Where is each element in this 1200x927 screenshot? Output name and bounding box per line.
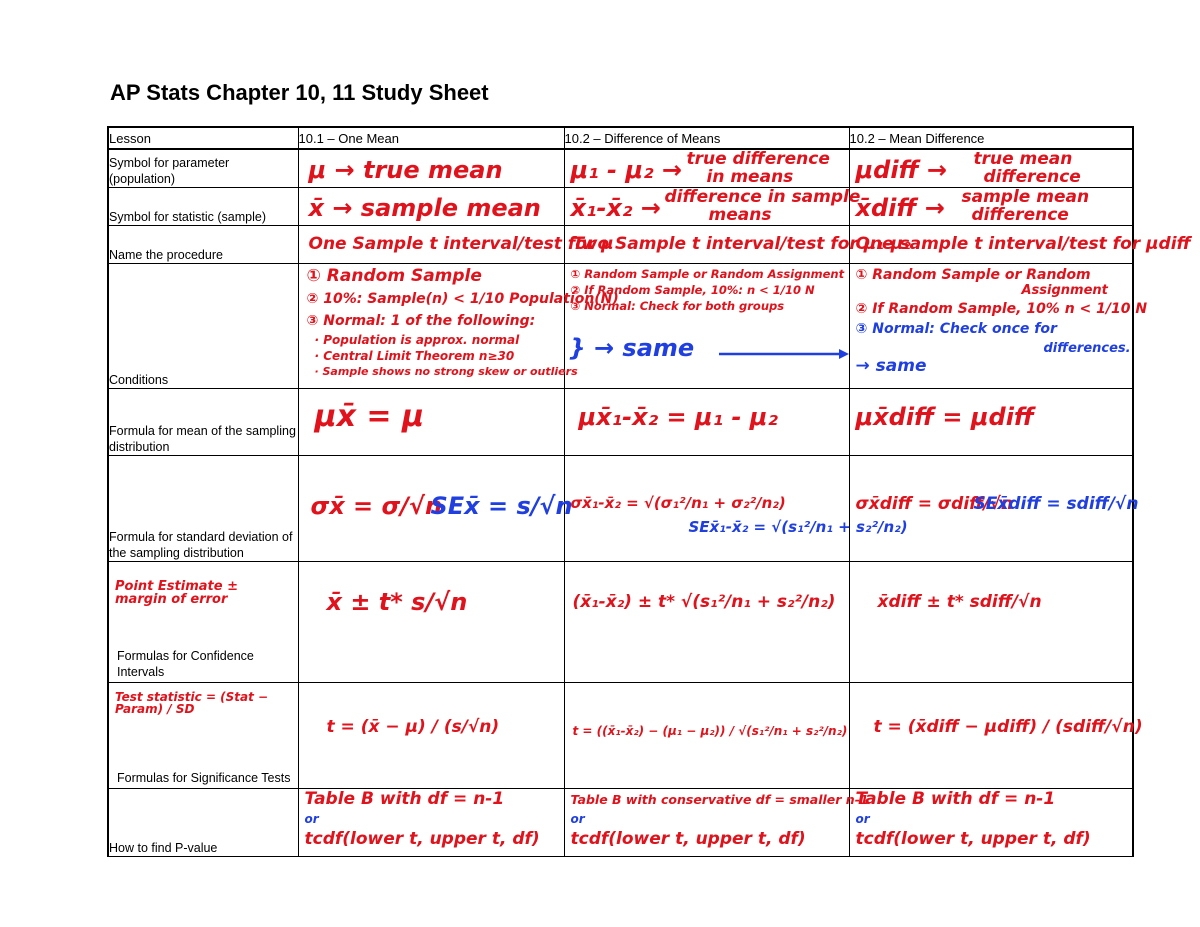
handwriting-parameter-2c: in means	[706, 167, 794, 187]
pvalue-1-or: or	[304, 811, 319, 826]
condition-1-2: ② 10%: Sample(n) < 1/10 Population(N)	[306, 290, 619, 307]
condition-3-1b: Assignment	[1021, 282, 1108, 298]
ci-note: Point Estimate ± margin of error	[115, 578, 238, 608]
cell-ci-mean-diff	[849, 561, 1133, 682]
cell-ci-one-mean	[298, 561, 564, 682]
cell-procedure-mean-diff	[849, 225, 1191, 263]
pvalue-1a: Table B with df = n-1	[304, 788, 505, 809]
pvalue-3b: tcdf(lower t, upper t, df)	[855, 828, 1091, 849]
cell-procedure-diff-means	[564, 225, 911, 263]
cell-statistic-one-mean	[298, 187, 564, 225]
cell-conditions-mean-diff	[849, 263, 1148, 388]
cell-parameter-one-mean	[298, 149, 564, 187]
label-statistic: Symbol for statistic (sample)	[108, 187, 298, 225]
cell-pvalue-mean-diff	[849, 788, 1133, 856]
handwriting-statistic-3c: difference	[971, 204, 1069, 225]
sig-note: Test statistic = (Stat − Param) / SD	[115, 689, 269, 717]
handwriting-statistic-3a: x̄diff →	[855, 193, 945, 222]
cell-ci-diff-means	[564, 561, 849, 682]
header-lesson: Lesson	[108, 127, 298, 149]
row-conditions	[108, 263, 1133, 388]
formula-sd-3-red: σx̄diff = σdiff/√n	[855, 493, 1013, 514]
condition-1-1: ① Random Sample	[306, 265, 482, 286]
handwriting-parameter-3b: true mean	[973, 149, 1073, 169]
cell-pvalue-one-mean	[298, 788, 564, 856]
handwriting-statistic-2a: x̄₁-x̄₂ →	[570, 193, 661, 222]
formula-sig-2: t = ((x̄₁-x̄₂) − (μ₁ − μ₂)) / √(s₁²/n₁ + s₂²/n₂)	[572, 723, 848, 738]
handwriting-parameter-3a: μdiff →	[855, 156, 948, 184]
row-confidence-intervals	[108, 561, 1133, 682]
label-confidence-intervals: Formulas for Confidence Intervals	[117, 648, 254, 679]
cell-sd-formula-one-mean	[298, 455, 573, 561]
handwriting-procedure-1: One Sample t interval/test for μ	[308, 233, 614, 254]
condition-3-2: ② If Random Sample, 10% n < 1/10 N	[855, 300, 1148, 317]
condition-1-5: · Central Limit Theorem n≥30	[314, 348, 515, 363]
handwriting-procedure-2: Two Sample t interval/test for μ₁-μ₂	[572, 233, 911, 254]
formula-mean-3: μx̄diff = μdiff	[855, 402, 1034, 431]
formula-sd-2-red: σx̄₁-x̄₂ = √(σ₁²/n₁ + σ₂²/n₂)	[570, 493, 786, 512]
formula-sd-3-blue: SEx̄diff = sdiff/√n	[973, 493, 1139, 514]
label-significance-tests: Formulas for Significance Tests	[117, 770, 291, 785]
formula-sig-1: t = (x̄ − μ) / (s/√n)	[326, 716, 500, 737]
label-mean-formula: Formula for mean of the sampling distribution	[108, 388, 298, 455]
cell-sd-formula-diff-means	[564, 455, 908, 561]
condition-3-same: → same	[855, 355, 927, 376]
cell-sig-mean-diff	[849, 682, 1143, 788]
formula-ci-1: x̄ ± t* s/√n	[326, 587, 468, 616]
header-row	[108, 127, 1133, 149]
pvalue-2a: Table B with conservative df = smaller n-1	[570, 791, 869, 807]
formula-sig-3: t = (x̄diff − μdiff) / (sdiff/√n)	[873, 716, 1143, 737]
condition-3-3: ③ Normal: Check once for	[855, 320, 1057, 337]
condition-1-3: ③ Normal: 1 of the following:	[306, 312, 536, 329]
row-sd-formula	[108, 455, 1133, 561]
handwriting-parameter-3c: difference	[983, 167, 1081, 187]
row-p-value	[108, 788, 1133, 856]
handwriting-statistic-3b: sample mean	[961, 186, 1090, 207]
handwriting-statistic-2b: difference in sample	[664, 186, 861, 207]
label-parameter: Symbol for parameter (population)	[108, 149, 298, 187]
cell-mean-formula-one-mean	[298, 388, 564, 455]
formula-sd-2-blue: SEx̄₁-x̄₂ = √(s₁²/n₁ + s₂²/n₂)	[688, 517, 908, 536]
pvalue-1b: tcdf(lower t, upper t, df)	[304, 828, 540, 849]
cell-parameter-diff-means	[564, 149, 849, 187]
cell-parameter-mean-diff	[849, 149, 1133, 187]
label-procedure: Name the procedure	[108, 225, 298, 263]
handwriting-parameter-1: μ → true mean	[308, 156, 503, 184]
cell-sig-one-mean	[298, 682, 564, 788]
pvalue-2-or: or	[570, 811, 585, 826]
formula-mean-2: μx̄₁-x̄₂ = μ₁ - μ₂	[578, 402, 778, 431]
row-mean-formula	[108, 388, 1133, 455]
same-arrow	[719, 348, 849, 360]
cell-sig-label	[108, 682, 298, 788]
cell-statistic-mean-diff	[849, 187, 1133, 225]
handwriting-statistic-2c: means	[708, 204, 772, 225]
header-mean-difference: 10.2 – Mean Difference	[849, 127, 1133, 149]
formula-ci-2: (x̄₁-x̄₂) ± t* √(s₁²/n₁ + s₂²/n₂)	[572, 591, 836, 612]
label-p-value: How to find P-value	[108, 788, 298, 856]
cell-statistic-diff-means	[564, 186, 861, 225]
label-conditions: Conditions	[108, 263, 298, 388]
handwriting-parameter-2a: μ₁ - μ₂ →	[570, 156, 682, 184]
cell-conditions-one-mean	[298, 263, 619, 388]
formula-sd-1-blue: SEx̄ = s/√n	[430, 491, 573, 520]
cell-mean-formula-diff-means	[564, 388, 849, 455]
cell-sig-diff-means	[564, 682, 849, 788]
handwriting-parameter-2b: true difference	[686, 149, 830, 169]
pvalue-2b: tcdf(lower t, upper t, df)	[570, 828, 806, 849]
formula-mean-1: μx̄ = μ	[314, 398, 425, 434]
pvalue-3a: Table B with df = n-1	[855, 788, 1056, 809]
condition-2-3: ③ Normal: Check for both groups	[570, 298, 785, 313]
condition-3-1: ① Random Sample or Random	[855, 266, 1091, 283]
header-difference-of-means: 10.2 – Difference of Means	[564, 127, 849, 149]
page-title: AP Stats Chapter 10, 11 Study Sheet	[110, 80, 489, 105]
header-one-mean: 10.1 – One Mean	[298, 127, 564, 149]
cell-pvalue-diff-means	[564, 788, 869, 856]
condition-1-6: · Sample shows no strong skew or outliers	[314, 364, 578, 378]
pvalue-3-or: or	[855, 811, 870, 826]
cell-mean-formula-mean-diff	[849, 388, 1133, 455]
cell-ci-label	[108, 561, 298, 682]
condition-2-1: ① Random Sample or Random Assignment	[570, 266, 845, 281]
row-procedure	[108, 225, 1133, 263]
cell-sd-formula-mean-diff	[849, 455, 1139, 561]
row-parameter	[108, 149, 1133, 187]
cell-procedure-one-mean	[298, 225, 614, 263]
condition-3-3b: differences.	[1043, 340, 1131, 356]
study-sheet-table	[107, 126, 1191, 857]
condition-2-2: ② If Random Sample, 10%: n < 1/10 N	[570, 282, 815, 297]
formula-sd-1-red: σx̄ = σ/√n	[310, 491, 443, 520]
condition-1-4: · Population is approx. normal	[314, 332, 520, 347]
cell-conditions-diff-means	[564, 263, 849, 388]
row-statistic	[108, 187, 1133, 225]
label-sd-formula: Formula for standard deviation of the sampling distribution	[108, 455, 298, 561]
handwriting-statistic-1: x̄ → sample mean	[308, 193, 541, 222]
row-significance-tests	[108, 682, 1133, 788]
condition-2-same: } → same	[568, 333, 695, 362]
formula-ci-3: x̄diff ± t* sdiff/√n	[877, 591, 1042, 612]
handwriting-procedure-3: One sample t interval/test for μdiff	[855, 233, 1191, 254]
